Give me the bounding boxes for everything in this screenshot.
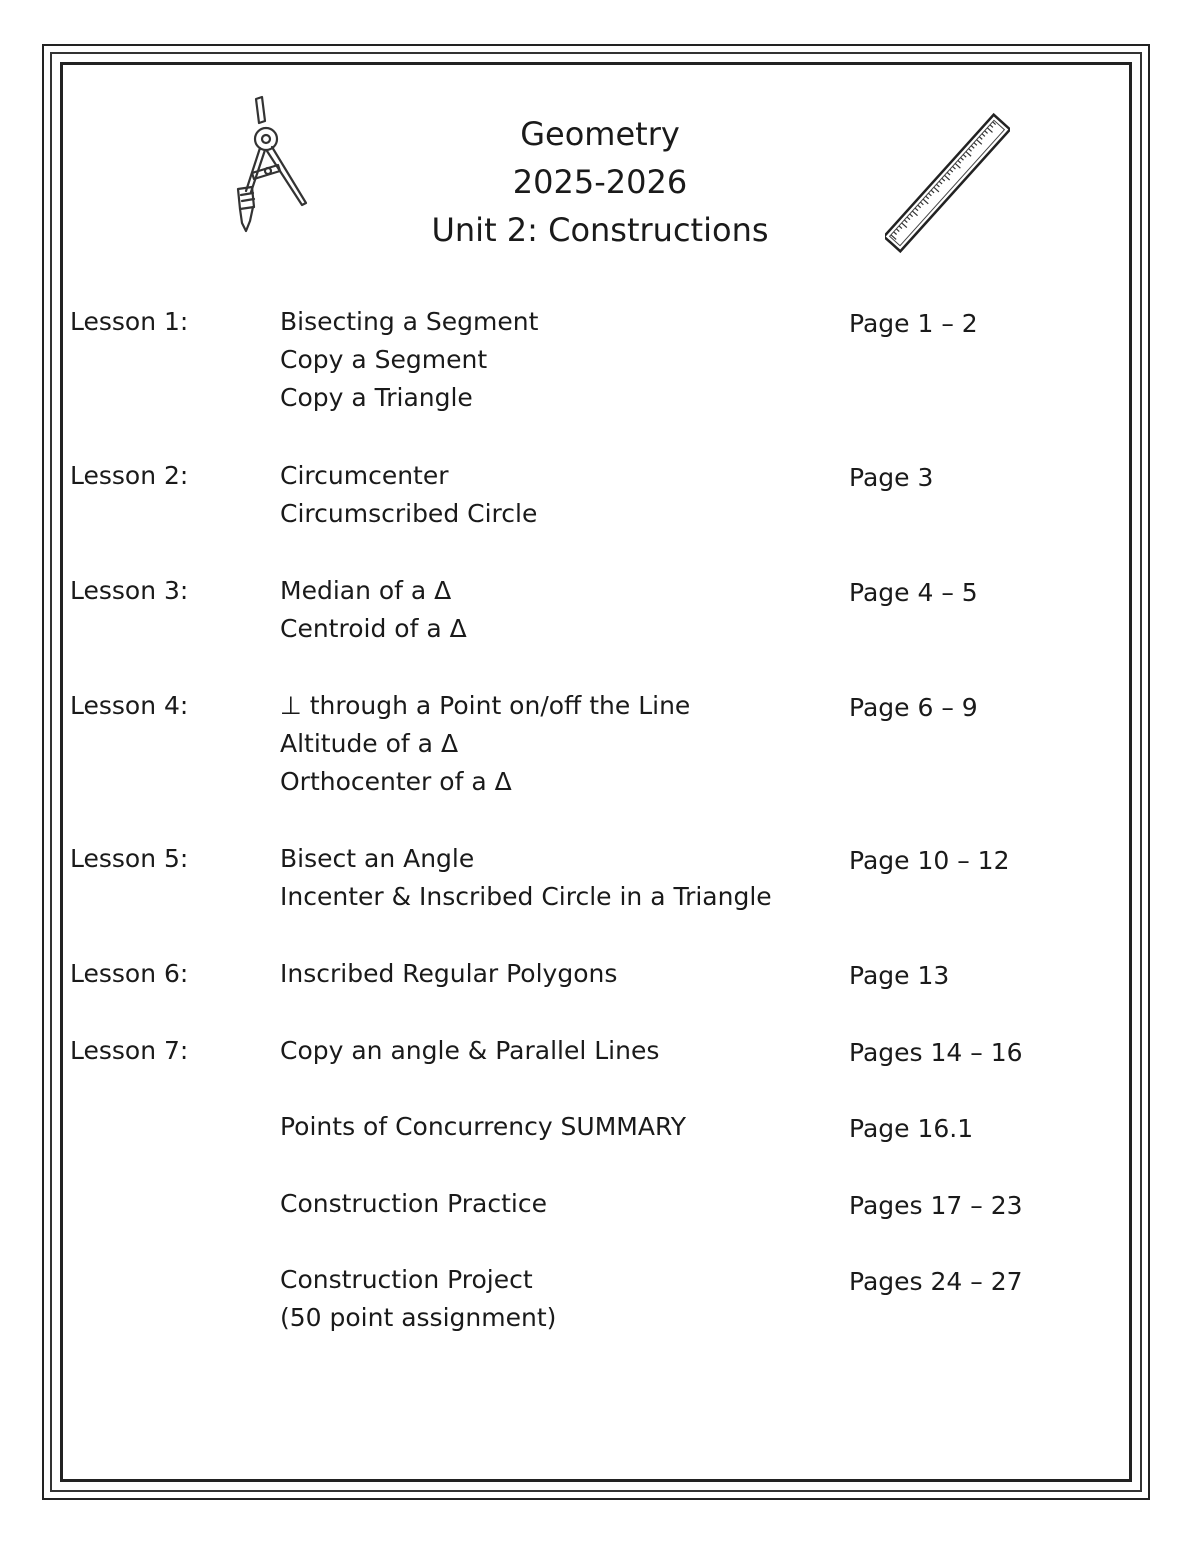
lesson-topic: Copy an angle & Parallel Lines bbox=[280, 1036, 660, 1065]
lesson-pages: Page 1 – 2 bbox=[849, 309, 978, 338]
lesson-topic: Construction Project bbox=[280, 1265, 533, 1294]
lesson-topic: Median of a Δ bbox=[280, 576, 452, 605]
lesson-topics bbox=[280, 1185, 547, 1223]
lesson-topics bbox=[280, 840, 772, 916]
lesson-topics bbox=[280, 572, 467, 648]
lesson-topic: ⊥ through a Point on/off the Line bbox=[280, 691, 691, 720]
lesson-topics bbox=[280, 687, 690, 801]
lesson-label: Lesson 5: bbox=[70, 844, 189, 873]
lesson-pages: Page 10 – 12 bbox=[849, 846, 1010, 875]
subject-title: Geometry bbox=[520, 115, 680, 153]
lesson-topics bbox=[280, 1032, 659, 1070]
lesson-pages: Pages 24 – 27 bbox=[849, 1267, 1023, 1296]
lesson-label: Lesson 2: bbox=[70, 461, 189, 490]
lesson-topics bbox=[280, 955, 617, 993]
lesson-label: Lesson 6: bbox=[70, 959, 189, 988]
lesson-pages: Page 6 – 9 bbox=[849, 693, 978, 722]
lesson-topic: Copy a Triangle bbox=[280, 383, 473, 412]
lesson-topics bbox=[280, 457, 537, 533]
document-header bbox=[0, 110, 1200, 254]
lesson-topic: Points of Concurrency SUMMARY bbox=[280, 1112, 687, 1141]
lesson-pages: Page 3 bbox=[849, 463, 934, 492]
lesson-pages: Pages 14 – 16 bbox=[849, 1038, 1023, 1067]
lesson-topic: Orthocenter of a Δ bbox=[280, 767, 512, 796]
lesson-topic: Circumcenter bbox=[280, 461, 449, 490]
lesson-label: Lesson 7: bbox=[70, 1036, 189, 1065]
lesson-label: Lesson 3: bbox=[70, 576, 189, 605]
lesson-pages: Page 16.1 bbox=[849, 1114, 974, 1143]
school-year: 2025-2026 bbox=[512, 163, 688, 201]
lesson-topic: (50 point assignment) bbox=[280, 1303, 557, 1332]
lesson-topic: Construction Practice bbox=[280, 1189, 547, 1218]
lesson-topic: Altitude of a Δ bbox=[280, 729, 459, 758]
lesson-label: Lesson 1: bbox=[70, 307, 189, 336]
lesson-topics bbox=[280, 1108, 686, 1146]
lesson-topic: Bisect an Angle bbox=[280, 844, 475, 873]
lesson-pages: Pages 17 – 23 bbox=[849, 1191, 1023, 1220]
lesson-topic: Circumscribed Circle bbox=[280, 499, 538, 528]
lesson-topic: Incenter & Inscribed Circle in a Triangle bbox=[280, 882, 772, 911]
lesson-pages: Page 4 – 5 bbox=[849, 578, 978, 607]
lesson-pages: Page 13 bbox=[849, 961, 950, 990]
lesson-label: Lesson 4: bbox=[70, 691, 189, 720]
lesson-topic: Centroid of a Δ bbox=[280, 614, 467, 643]
unit-title: Unit 2: Constructions bbox=[431, 211, 769, 249]
lesson-topics bbox=[280, 303, 538, 417]
lesson-topics bbox=[280, 1261, 556, 1337]
lesson-topic: Copy a Segment bbox=[280, 345, 488, 374]
lesson-topic: Bisecting a Segment bbox=[280, 307, 539, 336]
lesson-topic: Inscribed Regular Polygons bbox=[280, 959, 618, 988]
